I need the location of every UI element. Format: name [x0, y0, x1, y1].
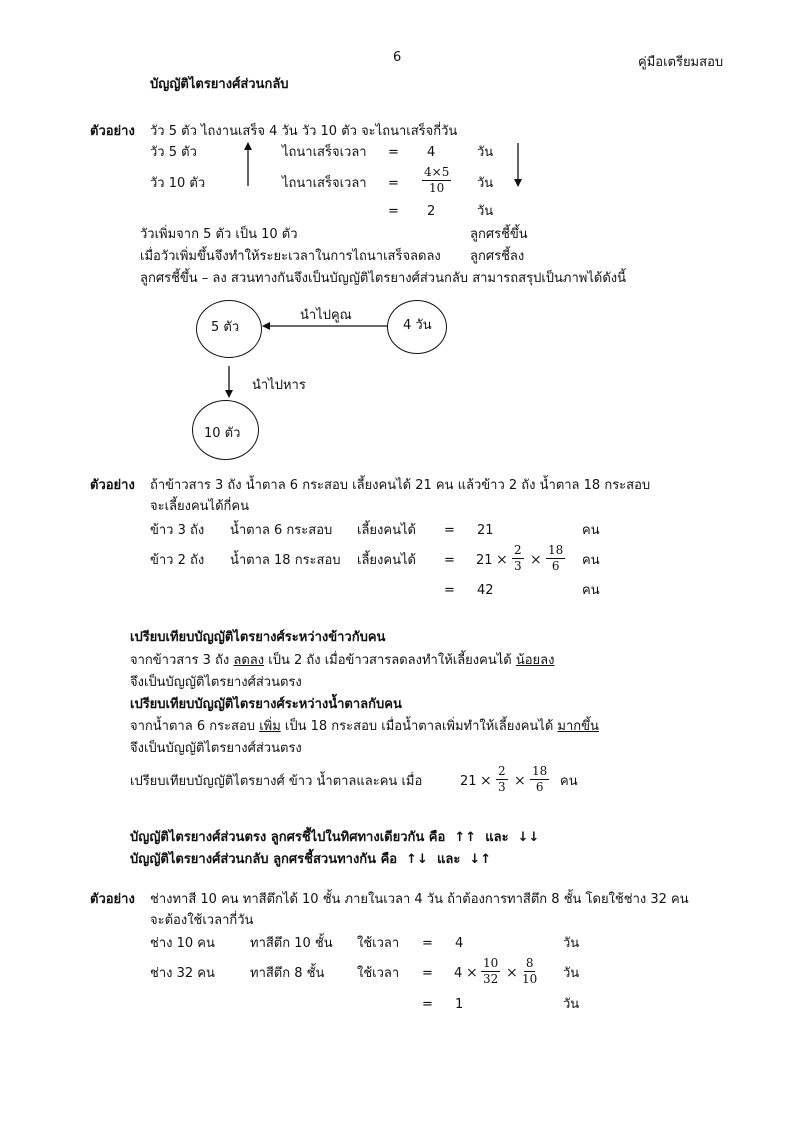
- rule-direct: [130, 830, 539, 846]
- underlined-fewer: น้อยลง: [515, 653, 555, 668]
- ex3-row1-eq: =: [422, 936, 433, 951]
- ex3-row2-time: ใช้เวลา: [357, 966, 400, 981]
- ex1-row3-unit: วัน: [477, 204, 494, 219]
- fraction-numerator: 18: [532, 764, 548, 778]
- fraction-denominator: 10: [522, 972, 538, 986]
- ex3-row2-unit: วัน: [563, 966, 580, 981]
- ex2-row1-feed: เลี้ยงคนได้: [357, 523, 416, 538]
- circle-4-days-label: 4 วัน: [403, 318, 432, 333]
- ex2-fraction-1: [512, 544, 524, 573]
- ex1-row3-value: 2: [427, 204, 436, 219]
- ex3-row1-unit: วัน: [563, 936, 580, 951]
- fraction-numerator: 2: [514, 543, 522, 557]
- compare-heading-rice: เปรียบเทียบบัญญัติไตรยางศ์ระหว่างข้าวกับคน: [130, 630, 386, 645]
- ex3-row3-eq: =: [422, 997, 433, 1012]
- ex1-row3-eq: =: [388, 204, 399, 219]
- ex2-row2-rice: ข้าว 2 ถัง: [150, 553, 205, 568]
- ex3-row1-floors: ทาสีตึก 10 ชั้น: [250, 936, 333, 951]
- circle-5-cows-label: 5 ตัว: [211, 320, 240, 335]
- times-sign: ×: [506, 965, 518, 981]
- times-sign: ×: [514, 773, 526, 789]
- underlined-decrease: ลดลง: [233, 653, 265, 668]
- example-label-2: ตัวอย่าง: [90, 478, 135, 493]
- ex1-explain-3: ลูกศรชี้ขึ้น – ลง สวนทางกันจึงเป็นบัญญัติไตรยางศ์ส่วนกลับ สามารถสรุปเป็นภาพได้ดังนี้: [140, 271, 626, 286]
- book-title: คู่มือเตรียมสอบ: [638, 55, 724, 70]
- down-down-arrows-icon: ↓↓: [517, 830, 540, 845]
- up-down-arrows-icon: ↑↓: [406, 852, 428, 867]
- ex3-row2-eq: =: [422, 966, 433, 981]
- ex2-fraction-2: [546, 544, 565, 573]
- text-segment: จากข้าวสาร 3 ถัง: [130, 653, 234, 668]
- compare-unit: คน: [560, 774, 578, 789]
- ex3-row1-time: ใช้เวลา: [357, 936, 400, 951]
- compare-rice-text: [130, 653, 554, 669]
- ex3-row1-value: 4: [455, 936, 464, 951]
- ex1-explain-2: เมื่อวัวเพิ่มขึ้นจึงทำให้ระยะเวลาในการไถนาเสร็จลดลง: [140, 249, 441, 264]
- fraction-numerator: 2: [498, 764, 506, 778]
- circle-10-cows-label: 10 ตัว: [204, 426, 241, 441]
- fraction-numerator: 8: [525, 956, 534, 970]
- up-up-arrows-icon: ↑↑: [454, 830, 477, 845]
- underlined-increase: เพิ่ม: [259, 719, 281, 734]
- ex3-question-line1: ช่างทาสี 10 คน ทาสีตึกได้ 10 ชั้น ภายในเวลา 4 วัน ถ้าต้องการทาสีตึก 8 ชั้น โดยใช้ช่าง 32 คน: [150, 892, 689, 907]
- fraction-denominator: 3: [514, 559, 522, 573]
- label-multiply: นำไปคูณ: [300, 308, 352, 323]
- rule-text: บัญญัติไตรยางศ์ส่วนตรง ลูกศรชี้ไปในทิศทางเดียวกัน คือ: [130, 830, 446, 845]
- ex1-question: วัว 5 ตัว ไถงานเสร็จ 4 วัน วัว 10 ตัว จะไถนาเสร็จกี่วัน: [150, 124, 458, 139]
- ex3-row1-painters: ช่าง 10 คน: [150, 936, 215, 951]
- fraction-denominator: 6: [551, 559, 560, 573]
- rule-inverse: [130, 852, 491, 868]
- ex1-explain-1-arrow: ลูกศรชี้ขึ้น: [470, 227, 528, 242]
- fraction-denominator: 32: [483, 972, 499, 986]
- label-divide: นำไปหาร: [252, 378, 306, 393]
- fraction-denominator: 10: [429, 181, 445, 195]
- ex1-row1-label: ไถนาเสร็จเวลา: [282, 145, 367, 160]
- ex3-question-line2: จะต้องใช้เวลากี่วัน: [150, 913, 254, 928]
- ex1-row2-cows: วัว 10 ตัว: [150, 176, 206, 191]
- and-text: และ: [485, 830, 509, 845]
- ex1-row1-eq: =: [388, 145, 399, 160]
- ex2-row3-eq: =: [444, 583, 455, 598]
- times-sign: ×: [496, 552, 508, 568]
- ex2-row3-unit: คน: [582, 583, 600, 598]
- rule-text: บัญญัติไตรยางศ์ส่วนกลับ ลูกศรชี้สวนทางกัน คือ: [130, 852, 398, 867]
- fraction-numerator: 4×5: [424, 165, 450, 179]
- ex2-row1-unit: คน: [582, 523, 600, 538]
- fraction-denominator: 6: [535, 780, 544, 794]
- ex3-row3-value: 1: [455, 997, 464, 1012]
- compare-sugar-text: [130, 719, 599, 735]
- underlined-more: มากขึ้น: [557, 719, 599, 734]
- ex3-row2-painters: ช่าง 32 คน: [150, 966, 215, 981]
- fraction-numerator: 18: [548, 543, 564, 557]
- ex1-row1-cows: วัว 5 ตัว: [150, 145, 197, 160]
- ex2-row2-unit: คน: [582, 553, 600, 568]
- compare-heading-sugar: เปรียบเทียบบัญญัติไตรยางศ์ระหว่างน้ำตาลกับคน: [130, 697, 402, 712]
- ex3-fraction-2: [522, 957, 537, 986]
- ex2-row2-sugar: น้ำตาล 18 กระสอบ: [230, 553, 341, 568]
- compare-fraction-1: [496, 765, 508, 794]
- text-segment: เป็น 18 กระสอบ เมื่อน้ำตาลเพิ่มทำให้เลี้ยงคนได้: [280, 719, 558, 734]
- compare-lead: 21: [460, 774, 477, 789]
- text-segment: จากน้ำตาล 6 กระสอบ: [130, 719, 260, 734]
- page-number: 6: [393, 50, 402, 65]
- example-label-1: ตัวอย่าง: [90, 124, 135, 139]
- ex2-row1-value: 21: [477, 523, 494, 538]
- ex2-row3-value: 42: [477, 583, 494, 598]
- ex2-row2-eq: =: [444, 553, 455, 568]
- ex1-explain-1: วัวเพิ่มจาก 5 ตัว เป็น 10 ตัว: [140, 227, 298, 242]
- compare-all-text: เปรียบเทียบบัญญัติไตรยางศ์ ข้าว น้ำตาลและคน เมื่อ: [130, 774, 423, 789]
- ex2-row1-rice: ข้าว 3 ถัง: [150, 523, 205, 538]
- times-sign: ×: [530, 552, 542, 568]
- ex2-row1-sugar: น้ำตาล 6 กระสอบ: [230, 523, 333, 538]
- fraction-numerator: 10: [483, 956, 499, 970]
- down-up-arrows-icon: ↓↑: [469, 852, 492, 867]
- ex2-question-line1: ถ้าข้าวสาร 3 ถัง น้ำตาล 6 กระสอบ เลี้ยงคนได้ 21 คน แล้วข้าว 2 ถัง น้ำตาล 18 กระสอบ: [150, 478, 651, 493]
- compare-rice-conclusion: จึงเป็นบัญญัติไตรยางศ์ส่วนตรง: [130, 675, 302, 690]
- ex1-row1-unit: วัน: [477, 145, 494, 160]
- ex3-row3-unit: วัน: [563, 997, 580, 1012]
- times-sign: ×: [466, 965, 478, 981]
- ex3-fraction-1: [481, 957, 500, 986]
- ex1-row2-label: ไถนาเสร็จเวลา: [282, 176, 367, 191]
- ex1-row1-value: 4: [427, 145, 436, 160]
- text-segment: เป็น 2 ถัง เมื่อข้าวสารลดลงทำให้เลี้ยงคนได้: [264, 653, 516, 668]
- compare-fraction-2: [530, 765, 549, 794]
- and-text: และ: [437, 852, 461, 867]
- ex3-row2-floors: ทาสีตึก 8 ชั้น: [250, 966, 325, 981]
- example-label-3: ตัวอย่าง: [90, 892, 135, 907]
- ex1-row2-eq: =: [388, 176, 399, 191]
- times-sign: ×: [480, 773, 492, 789]
- ex2-question-line2: จะเลี้ยงคนได้กี่คน: [150, 499, 249, 514]
- ex2-row2-lead: 21: [476, 553, 493, 568]
- fraction-denominator: 3: [498, 780, 506, 794]
- ex3-row2-lead: 4: [454, 966, 463, 981]
- ex1-explain-2-arrow: ลูกศรชี้ลง: [470, 249, 525, 264]
- ex1-row2-unit: วัน: [477, 176, 494, 191]
- ex2-row1-eq: =: [444, 523, 455, 538]
- compare-sugar-conclusion: จึงเป็นบัญญัติไตรยางศ์ส่วนตรง: [130, 741, 302, 756]
- section-title: บัญญัติไตรยางศ์ส่วนกลับ: [150, 77, 289, 92]
- ex2-row2-feed: เลี้ยงคนได้: [357, 553, 416, 568]
